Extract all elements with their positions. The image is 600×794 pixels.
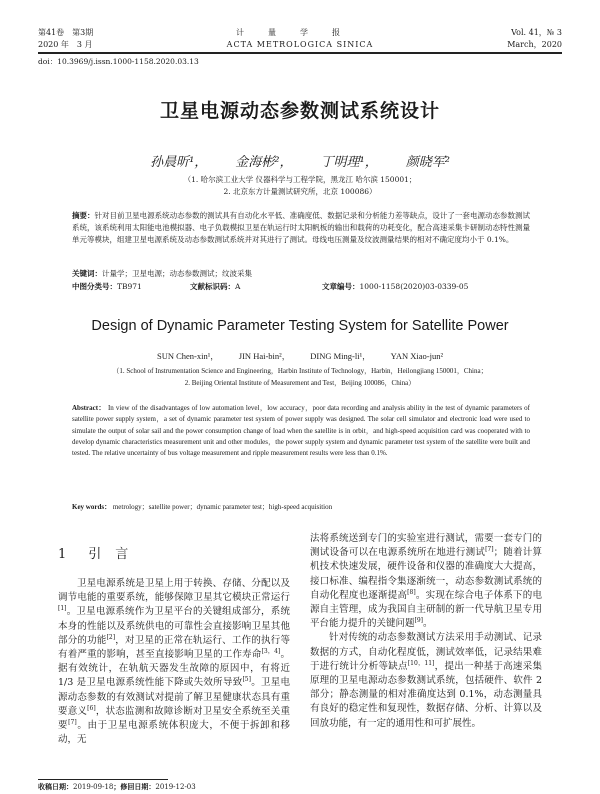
- author-cn: 颜晓军²: [405, 155, 450, 170]
- citation[interactable]: [7]: [68, 718, 77, 726]
- header-rule: [38, 52, 562, 54]
- footnote-rule: [38, 779, 168, 780]
- paper-title-en: Design of Dynamic Parameter Testing System for Satellite Power: [91, 318, 509, 334]
- abstract-cn-text: 针对目前卫星电源系统动态参数的测试具有自动化水平低、准确度低、数据记录和分析能力差等缺点，设计了一套电源动态参数测试系统，该系统利用太阳能电池模拟器、电子负载模拟卫星在轨运行时太阳帆板的输出和载荷的功耗变化，配合高速采集卡研制动态特性测量单元等模块，组建卫星电源系统及动态参数测试系统并对其进行了测试。母线电压测量及纹波测量结果的相对不确定度均小于 0.1%。: [72, 211, 531, 244]
- paragraph: 卫星电源系统是卫星上用于转换、存储、分配以及调节电能的重要系统，能够保障卫星其它模块正常运行[1]。卫星电源系统作为卫星平台的关键组成部分，系统本身的性能以及系统供电的可靠性会直接影响卫星其他部分的功能[2]，对卫星的正常在轨运行、工作的执行等有着严重的影响，甚至直接影响卫星的工作寿命[3，4]。据有效统计，在轨航天器发生故障的原因中，有将近 1/3 是卫星电源系统性能下降或失效所导致[5]。卫星电源动态参数的有效测试对提前了解卫星健康状态具有重要意义[6]，状态监测和故障诊断对卫星安全系统至关重要[7]。由于卫星电源系统体积庞大，不便于拆卸和移动，无: [58, 578, 290, 746]
- citation[interactable]: [10，11]: [407, 659, 435, 667]
- citation[interactable]: [2]: [106, 633, 116, 641]
- volume-issue: 第41卷 第3期: [38, 28, 94, 37]
- abstract-cn: [72, 210, 530, 246]
- section-title: 引言: [88, 547, 143, 562]
- abstract-cn-label: 摘要：: [72, 211, 95, 220]
- citation[interactable]: [8]: [407, 588, 416, 596]
- author-en: SUN Chen-xin¹，: [156, 351, 219, 361]
- citation[interactable]: [3，4]: [261, 647, 281, 655]
- affiliation-en-2: 2. Beijing Oriental Institute of Measurement and Test，Beijing 100086，China）: [184, 379, 416, 387]
- affiliation-cn-2: 2. 北京东方计量测试研究所，北京 100086）: [223, 187, 377, 196]
- body-left-column: [58, 577, 290, 747]
- journal-title-en: ACTA METROLOGICA SINICA: [226, 40, 374, 49]
- publication-date-en: March，2020: [507, 40, 562, 49]
- journal-title-cn: 计量学报: [236, 28, 364, 37]
- author-cn: 金海彬²，: [235, 155, 293, 170]
- affiliation-cn-1: （1. 哈尔滨工业大学 仪器科学与工程学院，黑龙江 哈尔滨 150001；: [183, 175, 417, 184]
- keywords-cn-text: 计量学；卫星电源；动态参数测试；纹波采集: [102, 269, 252, 278]
- paragraph: 针对传统的动态参数测试方法采用手动测试、记录数据的方式，自动化程度低，测试效率低，记录结果难于进行统计分析等缺点[10，11]，提出一种基于高速采集原理的卫星电源动态参数测试系统，包括硬件、软件 2 部分；静态测量的相对准确度达到 0.1%，动态测量具有良好的稳定性和复现性，数据存储、分析、计算以及回放功能，有一定的通用性和可扩展性。: [310, 632, 542, 729]
- footnote-dates: 收稿日期：2019-09-18；修回日期：2019-12-03: [38, 782, 196, 791]
- abstract-en-label: Abstract：: [72, 404, 106, 412]
- keywords-en-label: Key words：: [72, 503, 112, 511]
- author-cn: 孙晨昕¹，: [150, 155, 208, 170]
- authors-cn: [0, 151, 600, 170]
- body-right-column: [310, 532, 542, 731]
- author-en: DING Ming-li¹，: [310, 351, 371, 361]
- author-en: JIN Hai-bin²，: [238, 351, 291, 361]
- doc-code: 文献标识码：A: [190, 282, 241, 291]
- section-heading: [58, 543, 142, 562]
- author-en: YAN Xiao-jun²: [390, 351, 443, 361]
- keywords-en: [72, 502, 530, 513]
- paper-title-cn: 卫星电源动态参数测试系统设计: [159, 100, 440, 122]
- affiliation-en-1: （1. School of Instrumentation Science and Engineering，Harbin Institute of Technology，Harbin，Heilongjiang 150001，China；: [112, 367, 488, 375]
- paragraph: 法将系统送到专门的实验室进行测试，需要一套专门的测试设备可以在电源系统所在地进行测试[7]；随着计算机技术快速发展，硬件设备和仪器的准确度大大提高，接口标准、编程指令集逐渐统一，动态参数测试系统的自动化程度也逐渐提高[8]。实现在综合电子体系下的电源自主管理，成为我国自主研制的新一代导航卫星专用平台能力提升的关键问题[9]。: [310, 533, 542, 630]
- citation[interactable]: [1]: [58, 605, 67, 613]
- abstract-en-text: In view of the disadvantages of low automation level，low accuracy，poor data recording and analysis ability in the test of dynamic parameters of satellite power supply system，a set of dynamic parameter test system of power supply was designed. The solar cell simulator and electronic load were used to simulate the output of solar sail and the power consumption change of load when the satellite is in orbit，and high-speed acquisition card was cooperated with to develop dynamic characteristics measurement unit and other modules，the power supply system and dynamic parameter test system of the satellite were built and tested. The relative uncertainty of bus voltage measurement and ripple measurement results were less than 0.1%.: [72, 404, 531, 458]
- section-number: 1: [58, 547, 67, 562]
- citation[interactable]: [7]: [485, 546, 494, 554]
- authors-en: [0, 350, 600, 362]
- clc-number: 中图分类号：TB971: [72, 282, 142, 291]
- keywords-cn-label: 关键词：: [72, 269, 102, 278]
- abstract-en: [72, 403, 530, 459]
- author-cn: 丁明理¹，: [320, 155, 378, 170]
- publication-date: 2020 年 3 月: [38, 40, 93, 49]
- keywords-cn: [72, 268, 530, 279]
- citation[interactable]: [5]: [242, 676, 251, 684]
- keywords-en-text: metrology；satellite power；dynamic parameter test；high-speed acquisition: [112, 503, 333, 511]
- citation[interactable]: [6]: [87, 704, 96, 712]
- doi[interactable]: doi：10.3969/j.issn.1000-1158.2020.03.13: [38, 57, 199, 66]
- citation[interactable]: [9]: [414, 617, 424, 625]
- volume-issue-en: Vol. 41，№ 3: [511, 28, 562, 37]
- article-number: 文章编号：1000-1158(2020)03-0339-05: [322, 282, 469, 291]
